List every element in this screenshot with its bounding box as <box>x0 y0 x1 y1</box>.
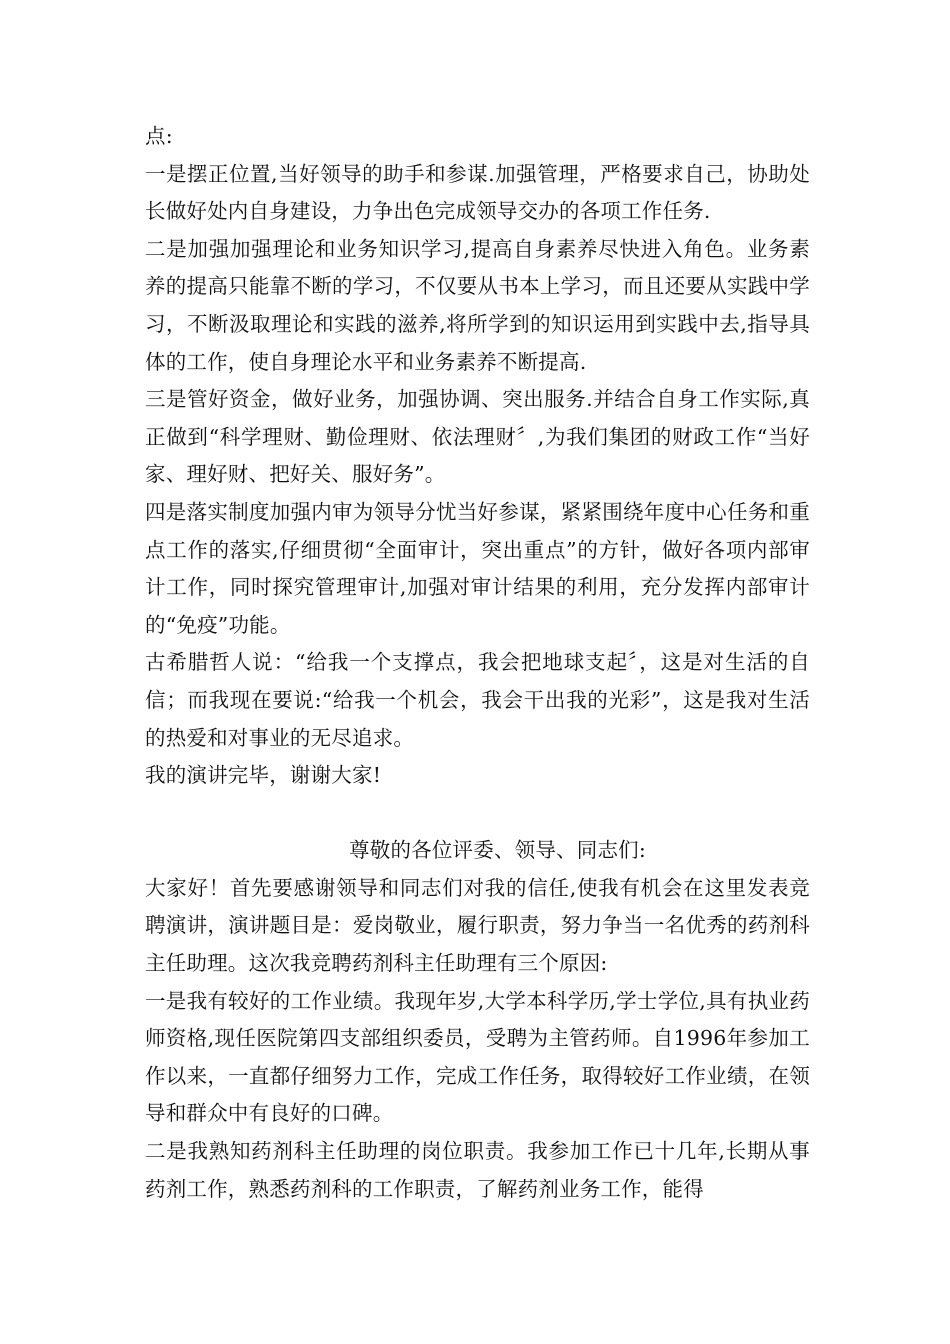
paragraph-point-one: 一是摆正位置,当好领导的助手和参谋.加强管理，严格要求自己，协助处长做好处内自身建设，力争出色完成领导交办的各项工作任务. <box>145 161 810 224</box>
speech-salutation-heading: 尊敬的各位评委、领导、同志们: <box>349 838 646 863</box>
paragraph-point-two: 二是加强加强理论和业务知识学习,提高自身素养尽快进入角色。业务素养的提高只能靠不断的学习，不仅要从书本上学习，而且还要从实践中学习，不断汲取理论和实践的滋养,将所学到的知识运用到实践中去,指导具体的工作，使自身理论水平和业务素养不断提高. <box>145 236 810 374</box>
paragraph-quote: 古希腊哲人说：“给我一个支撑点，我会把地球支起〞，这是对生活的自信；而我现在要说:“给我一个机会，我会干出我的光彩”，这是我对生活的热爱和对事业的无尽追求。 <box>145 650 810 750</box>
document-body <box>145 118 810 1208</box>
paragraph-reason-two: 二是我熟知药剂科主任助理的岗位职责。我参加工作已十几年,长期从事药剂工作，熟悉药剂科的工作职责，了解药剂业务工作，能得 <box>145 1139 810 1201</box>
paragraph-closing: 我的演讲完毕，谢谢大家! <box>145 763 382 788</box>
paragraph-point-four: 四是落实制度加强内审为领导分忧当好参谋，紧紧围绕年度中心任务和重点工作的落实,仔细贯彻“全面审计，突出重点”的方针，做好各项内部审计工作，同时探究管理审计,加强对审计结果的利用，充分发挥内部审计的“免疫”功能。 <box>145 499 810 637</box>
paragraph-greeting: 大家好！首先要感谢领导和同志们对我的信任,使我有机会在这里发表竞聘演讲，演讲题目是：爱岗敬业，履行职责，努力争当一名优秀的药剂科主任助理。这次我竞聘药剂科主任助理有三个原因: <box>145 875 810 976</box>
paragraph-point-three: 三是管好资金，做好业务，加强协调、突出服务.并结合自身工作实际,真正做到“科学理财、勤俭理财、依法理财〞,为我们集团的财政工作“当好家、理好财、把好关、服好务”。 <box>145 387 810 487</box>
paragraph-continuation: 点: <box>145 124 173 148</box>
paragraph-reason-one: 一是我有较好的工作业绩。我现年岁,大学本科学历,学士学位,具有执业药师资格,现任医院第四支部组织委员，受聘为主管药师。自1996年参加工作以来，一直都仔细努力工作，完成工作任务，取得较好工作业绩，在领导和群众中有良好的口碑。 <box>145 988 810 1126</box>
section-gap <box>145 795 810 833</box>
